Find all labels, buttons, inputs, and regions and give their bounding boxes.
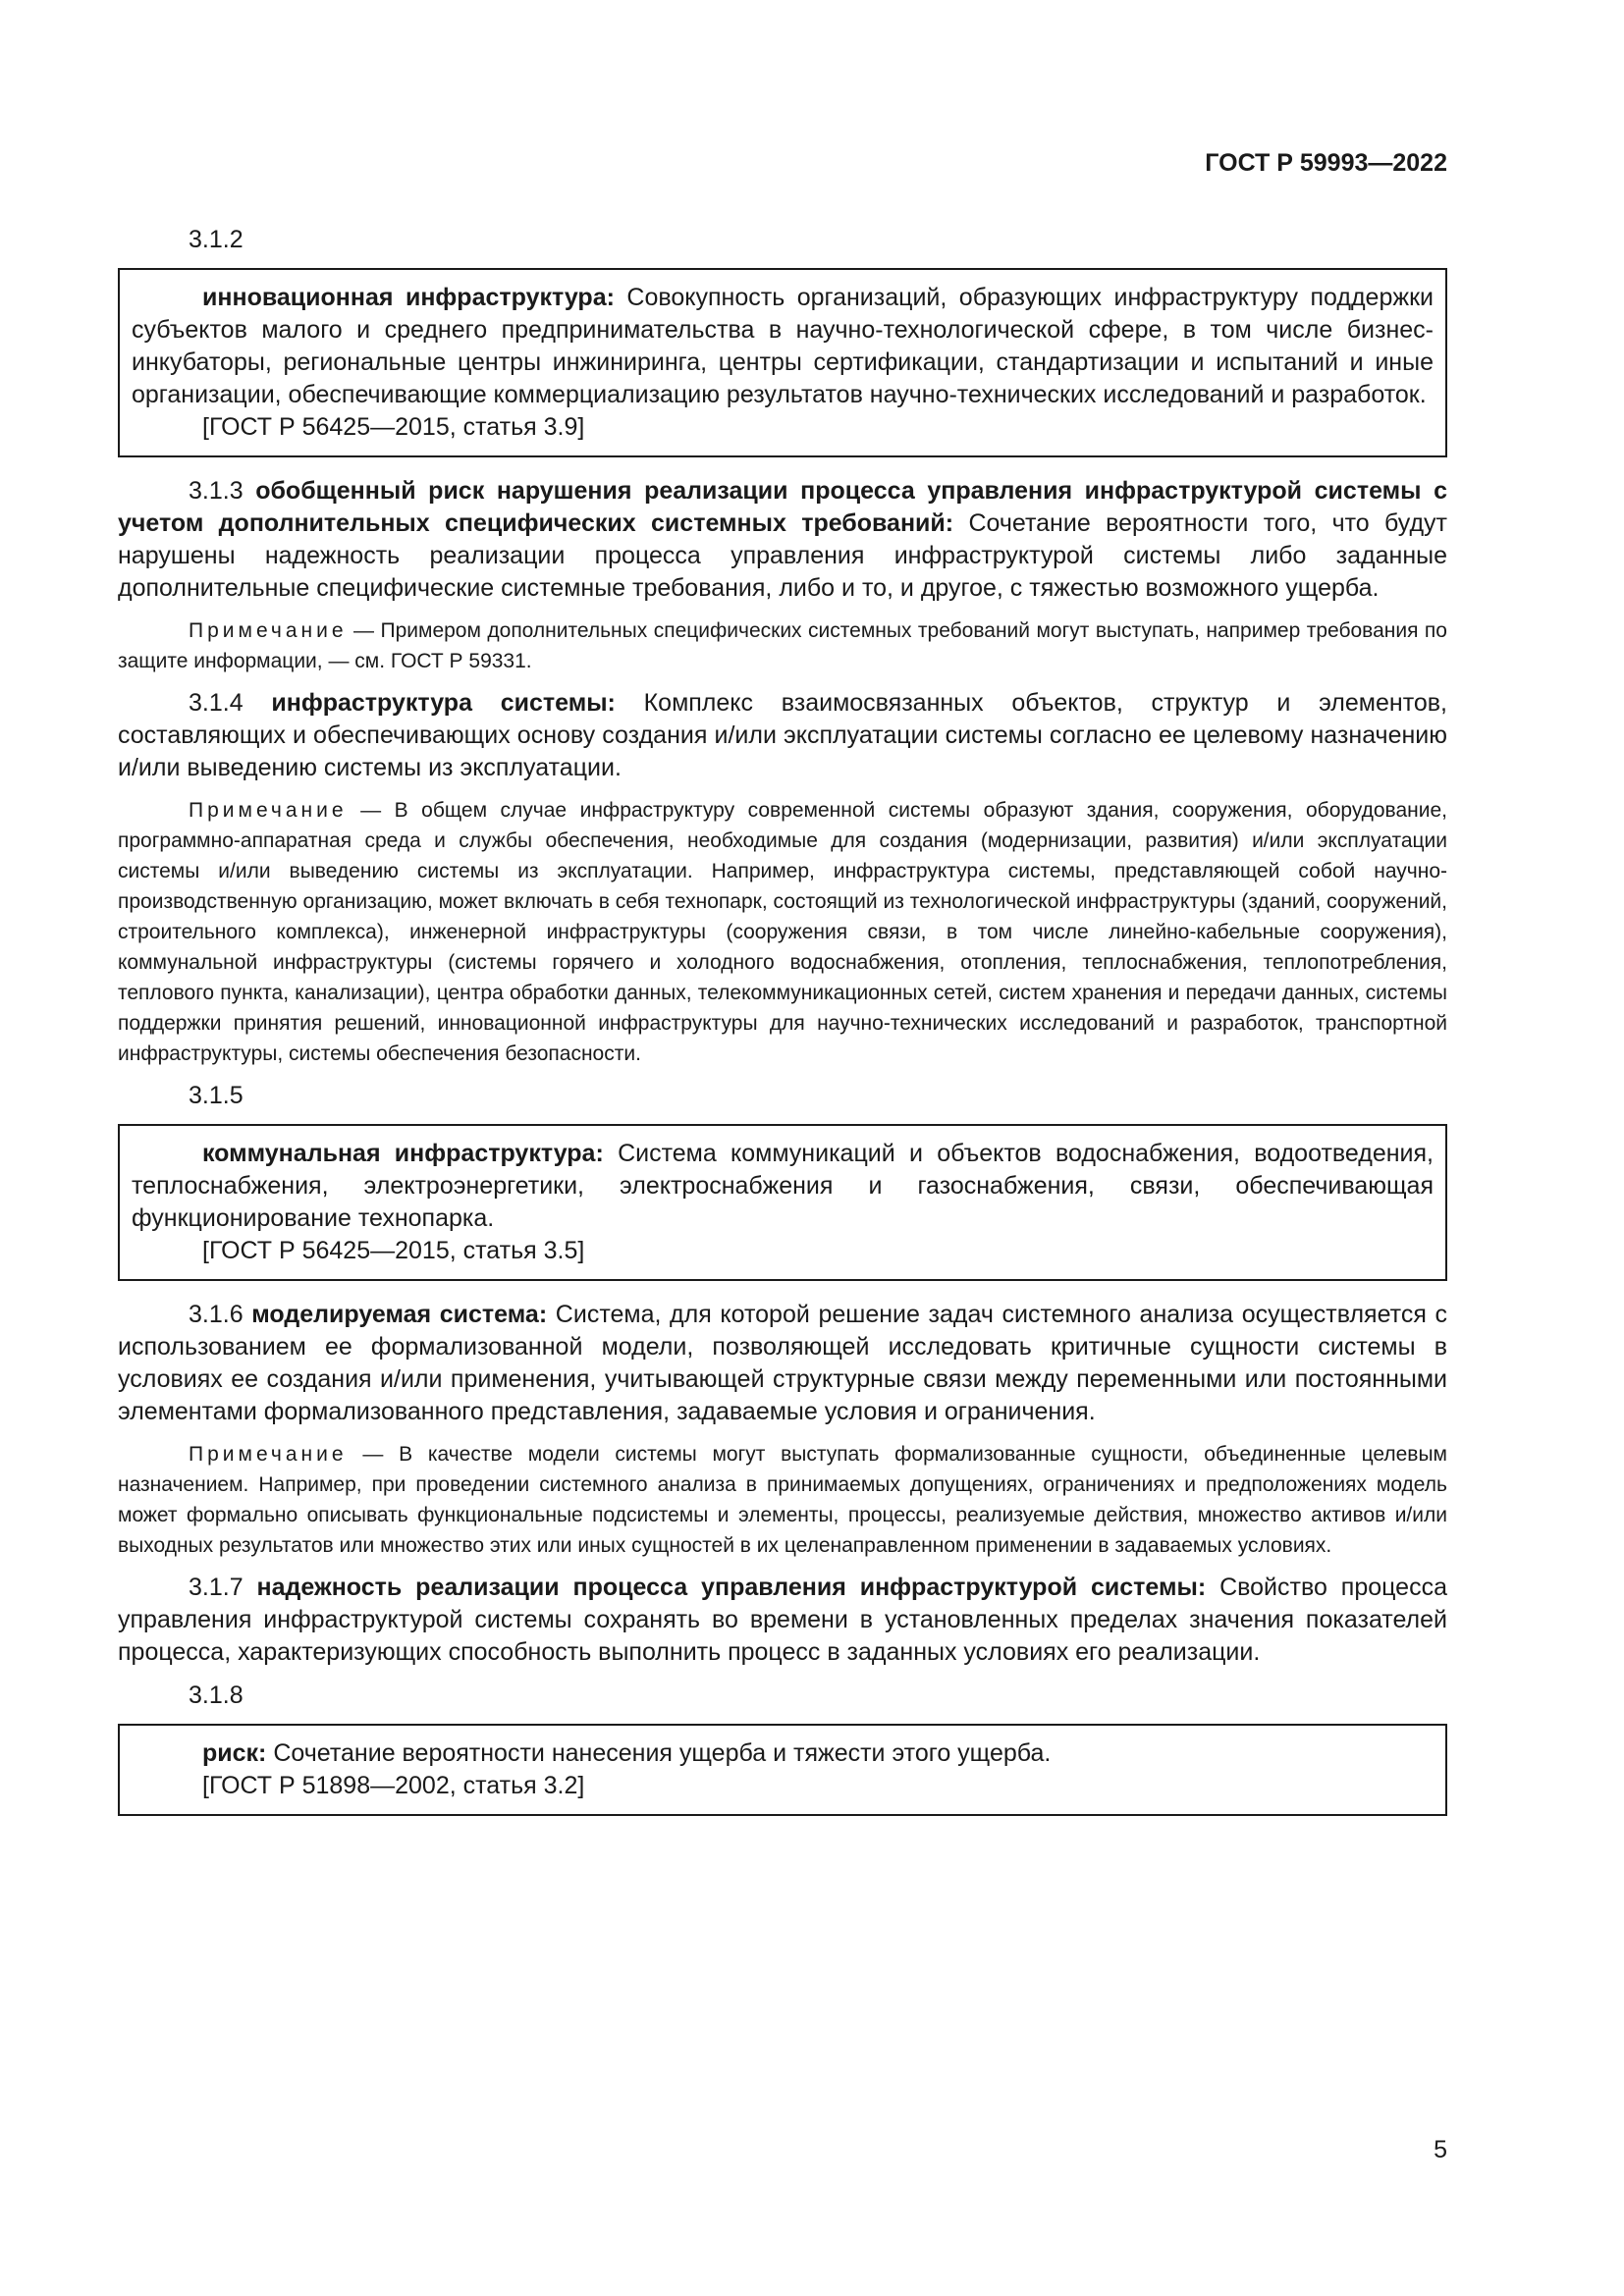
note-text: — В общем случае инфраструктуру современной системы образуют здания, сооружения, оборудование, программно-аппаратная среда и службы обеспечения, необходимые для создания (модернизации, развития) и/или эксплуатации системы и/или выведению системы из эксплуатации. Например, инфраструктура системы, представляющей собой научно-производственную организацию, может включать в себя технопарк, состоящий из технологической инфраструктуры (зданий, сооружений, строительного комплекса), инженерной инфраструктуры (сооружения связи, в том числе линейно-кабельные сооружения), коммунальной инфраструктуры (системы горячего и холодного водоснабжения, отопления, теплоснабжения, теплопотребления, теплового пункта, канализации), центра обработки данных, телекоммуникационных сетей, систем хранения и передачи данных, системы поддержки принятия решений, инновационной инфраструктуры для научно-технических исследований и разработок, транспортной инфраструктуры, системы обеспечения безопасности. <box>118 799 1447 1065</box>
standard-header: ГОСТ Р 59993—2022 <box>1205 149 1447 177</box>
source-reference: [ГОСТ Р 51898—2002, статья 3.2] <box>202 1772 585 1799</box>
clause-3-1-6 <box>118 1299 1447 1428</box>
note-3-1-6 <box>118 1439 1447 1561</box>
term: инновационная инфраструктура: <box>202 284 615 311</box>
clause-definition-3-1-2 <box>132 282 1434 411</box>
definition-text: Система, для которой решение задач системного анализа осуществляется с использованием ее формализованной модели, позволяющей исследовать критичные сущности системы в условиях ее создания и/или применения, учитывающей структурные связи между переменными или постоянными элементами формализованного представления, задаваемые условия и ограничения. <box>118 1301 1447 1425</box>
clause-number-3-1-5: 3.1.5 <box>189 1082 244 1109</box>
note-3-1-3 <box>118 615 1447 676</box>
clause-number: 3.1.4 <box>189 689 244 717</box>
note-label: Примечание <box>189 1443 348 1466</box>
term: коммунальная инфраструктура: <box>202 1140 604 1167</box>
page-number: 5 <box>1434 2136 1447 2163</box>
clause-number: 3.1.3 <box>189 477 244 505</box>
clause-3-1-4 <box>118 687 1447 784</box>
term: обобщенный риск нарушения реализации процесса управления инфраструктурой системы с учетом дополнительных специфических системных требований: <box>118 477 1447 537</box>
page-content <box>118 224 1447 1834</box>
term: риск: <box>202 1739 267 1767</box>
note-text: — Примером дополнительных специфических системных требований могут выступать, например требования по защите информации, — см. ГОСТ Р 59331. <box>118 619 1447 672</box>
clause-3-1-3 <box>118 475 1447 605</box>
term: надежность реализации процесса управления инфраструктурой системы: <box>256 1574 1207 1601</box>
clause-number-3-1-2: 3.1.2 <box>189 226 244 253</box>
definition-text: Совокупность организаций, образующих инфраструктуру поддержки субъектов малого и среднего предпринимательства в научно-технологической сфере, в том числе бизнес-инкубаторы, региональные центры инжиниринга, центры сертификации, стандартизации и испытаний и иные организации, обеспечивающие коммерциализацию результатов научно-технических исследований и разработок. <box>132 284 1434 408</box>
definition-text: Система коммуникаций и объектов водоснабжения, водоотведения, теплоснабжения, электроэнергетики, электроснабжения и газоснабжения, связи, обеспечивающая функционирование технопарка. <box>132 1140 1434 1232</box>
term: моделируемая система: <box>251 1301 548 1328</box>
note-3-1-4 <box>118 795 1447 1069</box>
clause-number-3-1-8: 3.1.8 <box>189 1682 244 1709</box>
clause-3-1-7 <box>118 1572 1447 1669</box>
note-label: Примечание <box>189 799 348 822</box>
note-text: — В качестве модели системы могут выступать формализованные сущности, объединенные целевым назначением. Например, при проведении системного анализа в принимаемых допущениях, ограничениях и предположениях модель может формально описывать функциональные подсистемы и элементы, процессы, реализуемые действия, множество активов и/или выходных результатов или множество этих или иных сущностей в их целенаправленном применении в задаваемых условиях. <box>118 1443 1447 1557</box>
clause-box-3-1-5 <box>118 1124 1447 1281</box>
clause-number: 3.1.7 <box>189 1574 244 1601</box>
definition-text: Комплекс взаимосвязанных объектов, структур и элементов, составляющих и обеспечивающих основу создания и/или эксплуатации системы согласно ее целевому назначению и/или выведению системы из эксплуатации. <box>118 689 1447 781</box>
clause-number: 3.1.6 <box>189 1301 244 1328</box>
source-reference: [ГОСТ Р 56425—2015, статья 3.5] <box>202 1237 585 1264</box>
source-reference: [ГОСТ Р 56425—2015, статья 3.9] <box>202 413 585 441</box>
definition-text: Сочетание вероятности того, что будут нарушены надежность реализации процесса управления инфраструктурой системы либо заданные дополнительные специфические системные требования, либо и то, и другое, с тяжестью возможного ущерба. <box>118 509 1447 602</box>
clause-definition-3-1-8 <box>132 1737 1434 1770</box>
note-label: Примечание <box>189 619 348 642</box>
clause-definition-3-1-5 <box>132 1138 1434 1235</box>
clause-box-3-1-8 <box>118 1724 1447 1816</box>
term: инфраструктура системы: <box>271 689 616 717</box>
definition-text: Свойство процесса управления инфраструктурой системы сохранять во времени в установленных пределах значения показателей процесса, характеризующих способность выполнить процесс в заданных условиях его реализации. <box>118 1574 1447 1666</box>
definition-text: Сочетание вероятности нанесения ущерба и тяжести этого ущерба. <box>273 1739 1052 1767</box>
clause-box-3-1-2 <box>118 268 1447 457</box>
